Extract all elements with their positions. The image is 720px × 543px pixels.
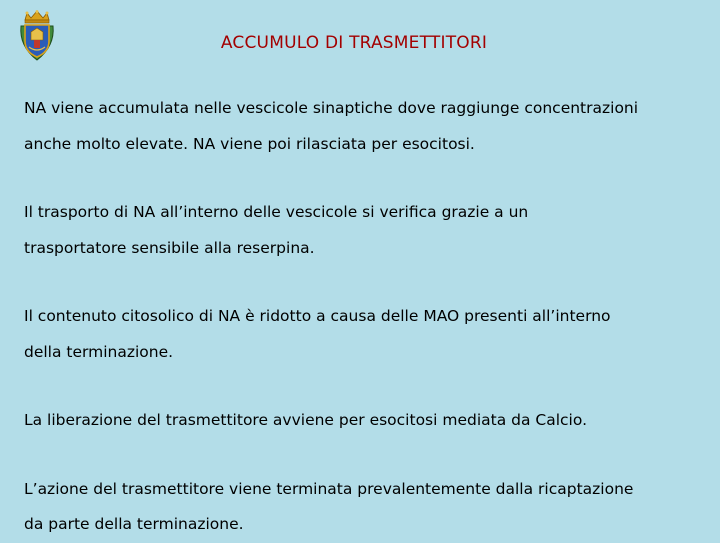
paragraph-line: Il contenuto citosolico di NA è ridotto a causa delle MAO presenti all’interno: [24, 307, 611, 325]
paragraph-line: La liberazione del trasmettitore avviene per esocitosi mediata da Calcio.: [24, 411, 587, 429]
paragraph-line: Il trasporto di NA all’interno delle vescicole si verifica grazie a un: [24, 203, 529, 221]
slide-body: [24, 91, 704, 543]
paragraph-line: trasportatore sensibile alla reserpina.: [24, 238, 315, 257]
paragraph: [24, 195, 704, 266]
paragraph-line: da parte della terminazione.: [24, 515, 244, 533]
paragraph-line: della terminazione.: [24, 342, 174, 361]
paragraph: [24, 91, 704, 162]
paragraph: [24, 299, 704, 370]
paragraph: [24, 403, 704, 439]
paragraph-line: L’azione del trasmettitore viene terminata prevalentemente dalla ricaptazione: [24, 479, 634, 498]
slide-title: ACCUMULO DI TRASMETTITORI: [220, 33, 488, 53]
paragraph-line: anche molto elevate. NA viene poi rilasciata per esocitosi.: [24, 134, 475, 153]
paragraph-line: NA viene accumulata nelle vescicole sinaptiche dove raggiunge concentrazioni: [24, 99, 639, 117]
paragraph: [24, 472, 704, 543]
